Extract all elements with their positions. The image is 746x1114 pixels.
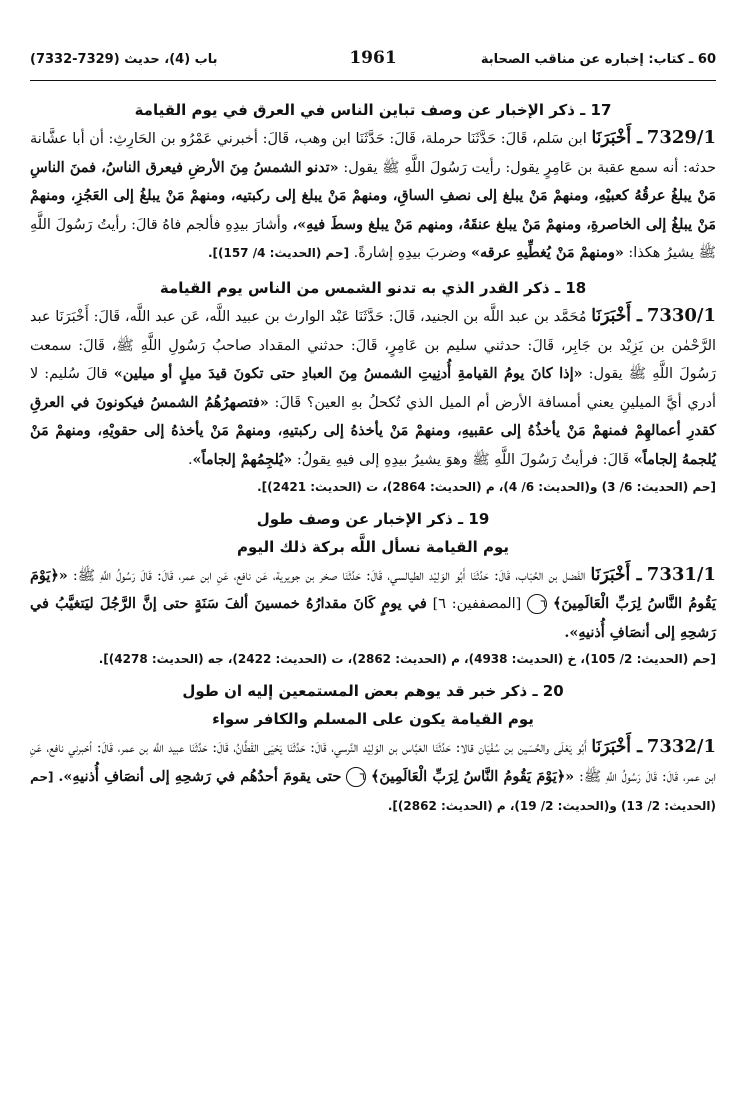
khabar-word: ـ أَخْبَرَنَا xyxy=(591,128,643,148)
section-19-heading-line-2: يوم القيامة نسأل اللَّه بركة ذلك اليوم xyxy=(237,537,509,556)
hadith-sources: [حم (الحديث: 2/ 13) و(الحديث: 2/ 19)، م (الحديث: 2862)]. xyxy=(30,769,716,813)
page-number: 1961 xyxy=(349,48,397,68)
hadith-narration: وضربَ بيدِهِ إشارةً. xyxy=(353,245,467,262)
hadith-narration: وأشارَ بيدِهِ فألجم فاهُ قالَ: رأيتُ رَسُولَ اللَّهِ ﷺ يشيرُ هكذا: xyxy=(30,216,716,262)
hadith-number: 7329/1 xyxy=(646,127,716,148)
hadith-matn: «فتصهرُهُمُ الشمسُ فيكونونَ في العرقِ كقدرِ أعمالهِمْ فمنهمْ مَنْ يأخذُهُ إلى عقبيهِ، ومنهمْ مَنْ يأخذهُ إلى ركبتيهِ، ومنهمْ مَنْ يأخذهُ إلى حقويْهِ، ومنهمْ مَنْ يُلجمهُ إلجاماً» xyxy=(30,393,716,468)
section-20-heading-line-1: 20 ـ ذكر خبر قد يوهم بعض المستمعين إليه ان طول xyxy=(182,682,564,701)
hadith-matn: «تدنو الشمسُ مِنَ الأرضِ فيعرق الناسُ، فمنَ الناسِ مَنْ يبلغُ عرقُهُ كعبيْهِ، ومنهمْ مَنْ يبلغ إلى نصفِ الساقِ، ومنهمْ مَنْ يبلغ إلى ركبتيه، ومنهمْ مَنْ يبلغُ إلى العَجُزِ، ومنهمْ مَنْ يبلغُ إلى الخاصرةِ، ومنهمْ مَنْ يبلغ عنقَهُ، ومنهم مَنْ يبلغ وسطَ فيهِ»، xyxy=(30,158,717,233)
hadith-7329 xyxy=(30,124,716,268)
khabar-word: ـ أَخْبَرَنَا xyxy=(590,564,642,585)
hadith-matn: «ومنهمْ مَنْ يُغطِّيهِ عرقه» xyxy=(470,244,624,262)
khabar-word: ـ أَخْبَرَنَا xyxy=(591,737,643,758)
section-17-heading: 17 ـ ذكر الإخبار عن وصف تباين الناس في العرق في يوم القيامة xyxy=(134,101,612,119)
hadith-narration: قَالَ: فرأيتُ رَسُولَ اللَّهِ ﷺ وهوَ يشيرُ بيدِهِ إلى فيهِ يقولُ: xyxy=(296,451,630,468)
ayah-number-icon: ٦ xyxy=(527,594,547,614)
section-20-heading-line-2: يوم القيامة يكون على المسلم والكافر سواء xyxy=(212,710,534,729)
khabar-word: ـ أَخْبَرَنَا xyxy=(591,305,643,326)
hadith-sources: [حم (الحديث: 6/ 3) و(الحديث: 6/ 4)، م (الحديث: 2864)، ت (الحديث: 2421)]. xyxy=(257,479,716,494)
hadith-sources: [حم (الحديث: 4/ 157)]. xyxy=(207,246,350,261)
hadith-narration: قالَ سُليم: لا أدري أيَّ الميلينِ يعني أمسافة الأرض أم الميل الذي تُكحلُ بهِ العين؟ قَالَ: xyxy=(30,366,717,411)
hadith-7331 xyxy=(30,561,716,648)
page-body xyxy=(30,96,716,820)
section-19-heading-line-1: 19 ـ ذكر الإخبار عن وصف طول xyxy=(256,509,490,528)
book-chapter-title: 60 ـ كتاب: إخباره عن مناقب الصحابة xyxy=(480,52,716,67)
hadith-matn: «إذا كانَ يومُ القيامةِ أُدنِيتِ الشمسُ مِنَ العبادِ حتى تكونَ قيدَ ميلٍ أو ميلين» xyxy=(113,365,583,383)
hadith-number: 7331/1 xyxy=(646,563,716,585)
hadith-chain: ابن سَلم، قَالَ: حَدَّثَنَا حرملة، قَالَ: حَدَّثَنَا ابن وهب، قَالَ: أخبرني عَمْرُو بن الحَارِثِ: أن أبا عشَّانة حدثه: أنه سمع عقبة بن عَامِرٍ يقول: رأيت رَسُولَ اللَّهِ ﷺ يقول: xyxy=(30,131,716,176)
hadith-matn: في يومٍ كَانَ مقدارُهُ خمسينَ ألفَ سَنَةٍ حتى إنَّ الرَّجُلَ ليَتغيَّبُ في رَشحِهِ إلى أنصَافِ أُذنيهِ». xyxy=(30,595,716,641)
quran-ayah: «﴿يَوْمَ يَقُومُ النَّاسُ لِرَبِّ الْعَالَمِينَ﴾ xyxy=(370,767,575,785)
punctuation: . xyxy=(187,451,193,468)
hadith-chain: الفَضل بن الحُبَاب، قَالَ: حَدَّثَنَا أَبُو الوَلِيْد الطيالسي، قَالَ: حَدَّثَنَا صخر بن جويرية، عَن نافع، عَنِ ابن عمر، قَالَ: قَالَ رَسُولُ اللَّهِ ﷺ: xyxy=(72,567,586,584)
quran-ayah: «﴿يَوْمَ يَقُومُ النَّاسُ لِرَبِّ الْعَالَمِينَ﴾ xyxy=(30,566,717,613)
hadith-matn: حتى يقومَ أحدُهُم في رَشحِهِ إلى أنصَافِ أُذنيهِ». xyxy=(58,767,342,785)
hadith-matn: «يُلجِمُهمْ إلجاماً» xyxy=(192,450,293,468)
section-18-heading: 18 ـ ذكر القدر الذي به تدنو الشمس من الناس يوم القيامة xyxy=(159,278,587,297)
ayah-number-icon: ٦ xyxy=(346,767,366,787)
header-rule xyxy=(30,80,716,81)
section-reference: باب (4)، حديث (7329-7332) xyxy=(30,52,218,67)
hadith-7332 xyxy=(30,733,716,820)
hadith-7330 xyxy=(30,302,716,475)
running-header xyxy=(30,44,716,74)
hadith-number: 7332/1 xyxy=(646,736,716,758)
hadith-number: 7330/1 xyxy=(646,304,717,326)
hadith-chain: مُحَمَّد بن عبد اللَّه بن الجنيد، قَالَ: حَدَّثَنَا عَبْد الوارث بن عبيد اللَّه، عَن عبد اللَّه، قَالَ: أَخْبَرَنَا عبد الرَّحْمٰن بن يَزِيْد بن جَابِر، قَالَ: حدثني سليم بن عَامِرٍ، قَالَ: حدثني المقداد صاحبُ رَسُولِ اللَّهِ ﷺ، قَالَ: سمعت رَسُولَ اللَّهِ ﷺ يقول: xyxy=(30,308,717,383)
ayah-reference: [المصففين: ٦] xyxy=(432,596,522,613)
hadith-sources: [حم (الحديث: 2/ 105)، خ (الحديث: 4938)، م (الحديث: 2862)، ت (الحديث: 2422)، جه (الحديث: 4278)]. xyxy=(98,652,716,667)
hadith-chain: أَبُو يَعْلَى والحُسَين بن سُفْيَان قالا: حَدَّثَنَا العَبَّاس بن الوَلِيْد النَّرسي، قَالَ: حَدَّثَنَا يَحْيَى القَطَّانُ، قَالَ: حَدَّثَنَا عبيد اللَّه بن عمر، قَالَ: أخبرني نافع، عَنِ ابن عمر، قَالَ: قَالَ رَسُولُ اللَّهِ ﷺ: xyxy=(30,740,717,785)
